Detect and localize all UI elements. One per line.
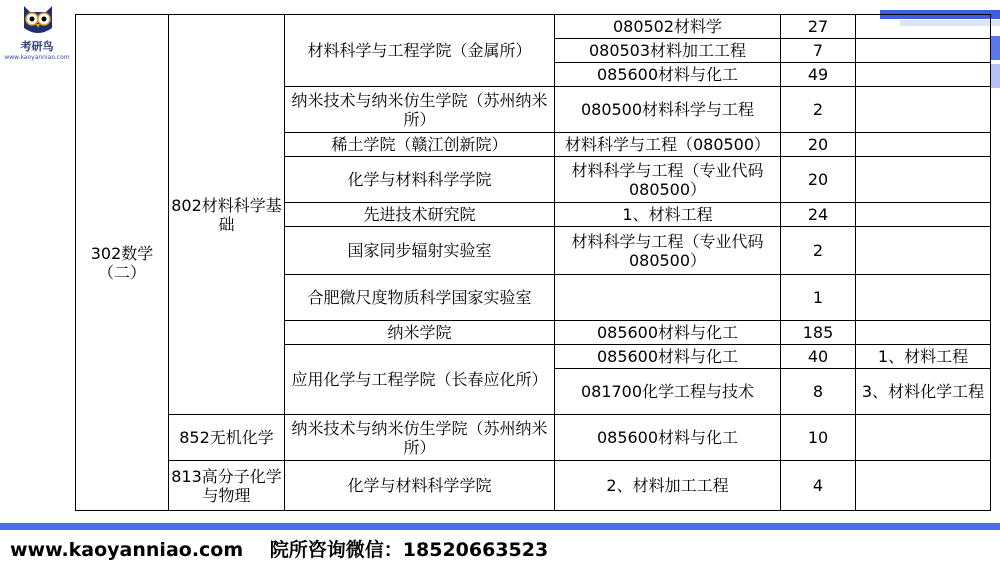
remark-cell — [856, 63, 991, 87]
logo — [2, 2, 72, 64]
major-cell — [555, 275, 781, 321]
count-cell: 2 — [781, 227, 856, 275]
remark-cell: 1、材料工程 — [856, 345, 991, 369]
count-cell: 49 — [781, 63, 856, 87]
major-cell: 2、材料加工工程 — [555, 461, 781, 511]
subject-813: 813高分子化学与物理 — [169, 461, 285, 511]
major-cell: 材料科学与工程（080500） — [555, 133, 781, 157]
remark-cell — [856, 461, 991, 511]
school-cell: 国家同步辐射实验室 — [285, 227, 555, 275]
major-cell: 085600材料与化工 — [555, 63, 781, 87]
major-cell: 081700化学工程与技术 — [555, 369, 781, 415]
table-row — [76, 461, 991, 511]
remark-cell — [856, 415, 991, 461]
major-cell: 080503材料加工工程 — [555, 39, 781, 63]
remark-cell — [856, 39, 991, 63]
school-cell: 先进技术研究院 — [285, 203, 555, 227]
count-cell: 7 — [781, 39, 856, 63]
decor-bar-right — [990, 36, 1000, 60]
logo-url: www.kaoyanniao.com — [4, 54, 70, 61]
school-cell: 合肥微尺度物质科学国家实验室 — [285, 275, 555, 321]
count-cell: 2 — [781, 87, 856, 133]
remark-cell — [856, 275, 991, 321]
school-cell: 纳米技术与纳米仿生学院（苏州纳米所） — [285, 87, 555, 133]
subject-852: 852无机化学 — [169, 415, 285, 461]
count-cell: 20 — [781, 157, 856, 203]
school-cell: 化学与材料科学学院 — [285, 461, 555, 511]
count-cell: 4 — [781, 461, 856, 511]
remark-cell — [856, 133, 991, 157]
owl-icon — [18, 4, 58, 38]
major-cell: 材料科学与工程（专业代码080500） — [555, 227, 781, 275]
major-cell: 材料科学与工程（专业代码080500） — [555, 157, 781, 203]
enrollment-table — [75, 14, 991, 511]
remark-cell — [856, 15, 991, 39]
footer-website[interactable]: www.kaoyanniao.com — [10, 539, 244, 561]
school-cell: 化学与材料科学学院 — [285, 157, 555, 203]
major-cell: 080502材料学 — [555, 15, 781, 39]
remark-cell: 3、材料化学工程 — [856, 369, 991, 415]
count-cell: 8 — [781, 369, 856, 415]
table-row — [76, 15, 991, 39]
major-cell: 085600材料与化工 — [555, 415, 781, 461]
footer-contact: 院所咨询微信：18520663523 — [269, 539, 549, 561]
remark-cell — [856, 203, 991, 227]
remark-cell — [856, 227, 991, 275]
school-cell: 稀土学院（赣江创新院） — [285, 133, 555, 157]
major-cell: 1、材料工程 — [555, 203, 781, 227]
subject-math: 302数学（二） — [76, 15, 169, 511]
major-cell: 085600材料与化工 — [555, 345, 781, 369]
remark-cell — [856, 321, 991, 345]
major-cell: 085600材料与化工 — [555, 321, 781, 345]
count-cell: 20 — [781, 133, 856, 157]
school-cell: 材料科学与工程学院（金属所） — [285, 15, 555, 87]
count-cell: 27 — [781, 15, 856, 39]
school-cell: 应用化学与工程学院（长春应化所） — [285, 345, 555, 415]
count-cell: 185 — [781, 321, 856, 345]
remark-cell — [856, 157, 991, 203]
major-cell: 080500材料科学与工程 — [555, 87, 781, 133]
footer-divider — [0, 523, 1000, 530]
count-cell: 24 — [781, 203, 856, 227]
school-cell: 纳米技术与纳米仿生学院（苏州纳米所） — [285, 415, 555, 461]
subject-802: 802材料科学基础 — [169, 15, 285, 415]
remark-cell — [856, 87, 991, 133]
school-cell: 纳米学院 — [285, 321, 555, 345]
footer — [10, 535, 568, 562]
table-row — [76, 415, 991, 461]
count-cell: 10 — [781, 415, 856, 461]
count-cell: 40 — [781, 345, 856, 369]
count-cell: 1 — [781, 275, 856, 321]
logo-name: 考研鸟 — [20, 40, 54, 53]
decor-bar-right-light — [990, 64, 1000, 88]
